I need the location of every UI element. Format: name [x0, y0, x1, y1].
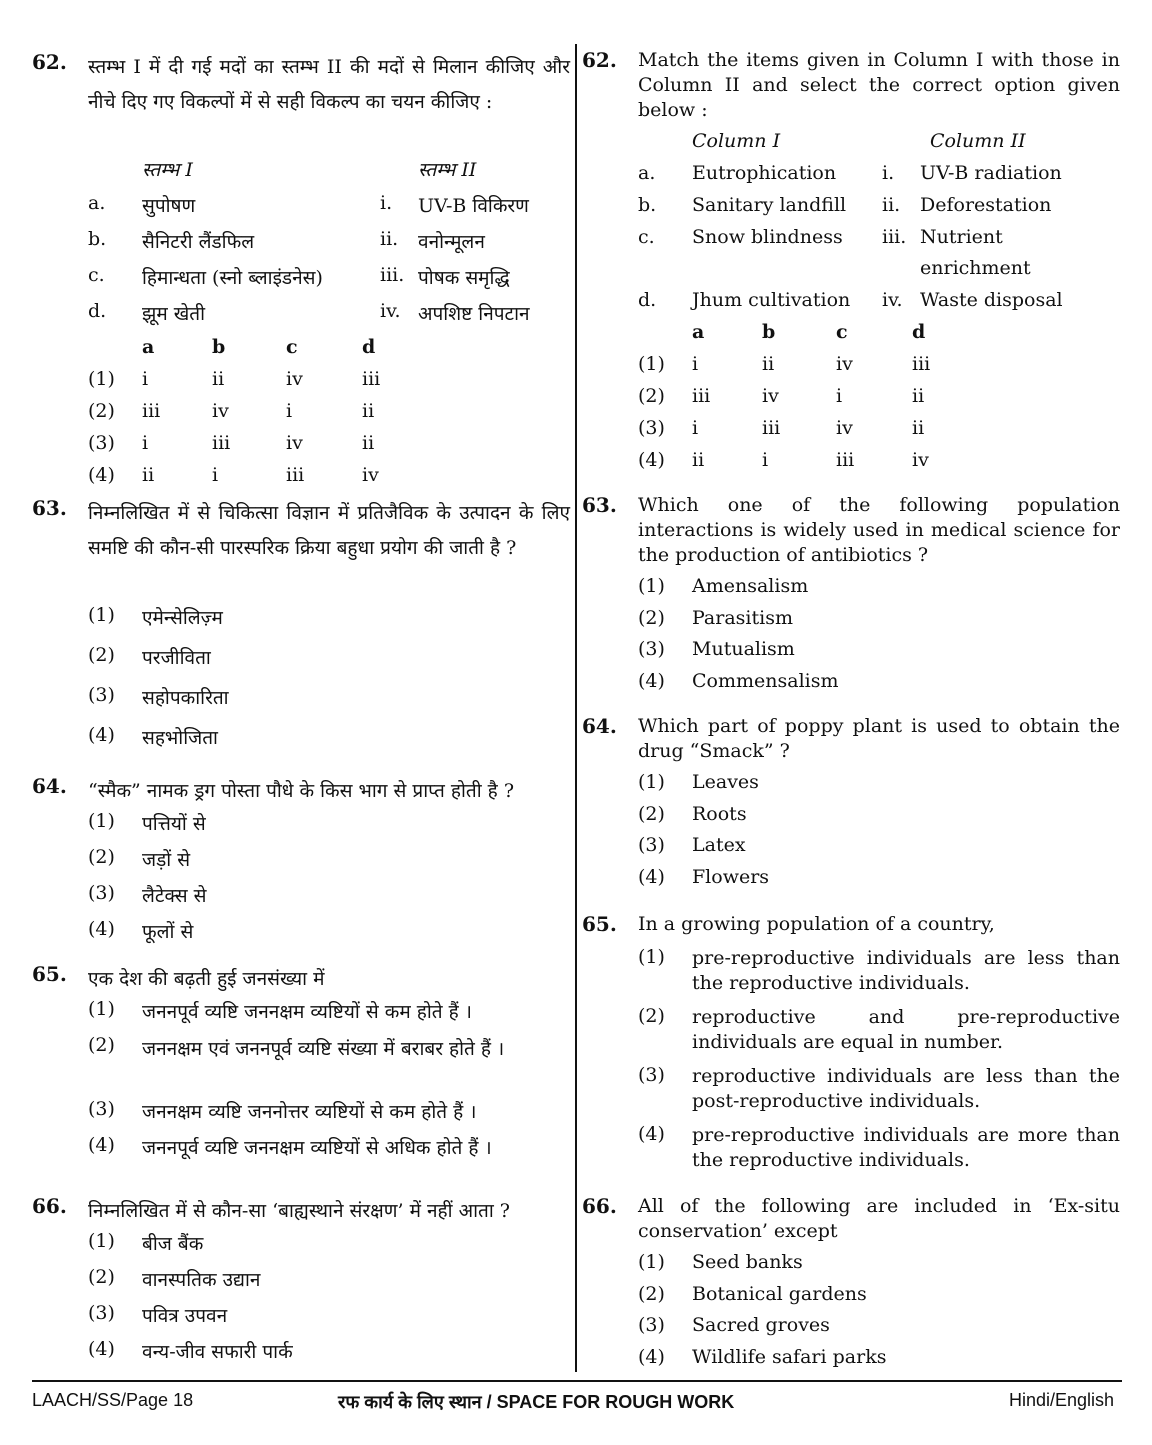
pair-match: वनोन्मूलन [418, 231, 485, 253]
option-value: i [212, 464, 219, 486]
pair-letter: a. [638, 162, 656, 184]
question-stem: “स्मैक” नामक ड्रग पोस्ता पौधे के किस भाग से प्राप्त होती है ? [88, 780, 515, 802]
question-stem: Which part of poppy plant is used to obtain the drug “Smack” ? [638, 715, 1120, 762]
option-number: (4) [88, 1338, 115, 1360]
pair-item: Snow blindness [692, 226, 843, 248]
option-text: Commensalism [692, 670, 839, 692]
option-number: (3) [638, 1064, 665, 1086]
option-number: (4) [638, 866, 665, 888]
option-value: iii [836, 449, 855, 471]
option-value: ii [762, 353, 775, 375]
question-number: 63. [32, 496, 67, 520]
pair-match: पोषक समृद्धि [418, 267, 510, 289]
option-number: (3) [88, 882, 115, 904]
column-2-header: Column II [930, 130, 1026, 152]
option-number: (4) [638, 1123, 665, 1145]
column-1-header: स्तम्भ I [142, 159, 193, 181]
option-number: (2) [88, 1034, 115, 1056]
pair-match: Deforestation [920, 194, 1052, 216]
rough-work-label: रफ कार्य के लिए स्थान / SPACE FOR ROUGH WORK [338, 1392, 735, 1412]
option-value: ii [362, 432, 375, 454]
option-value: i [142, 368, 149, 390]
option-number: (4) [88, 1134, 115, 1156]
option-text: Sacred groves [692, 1314, 830, 1336]
pair-item: Jhum cultivation [692, 289, 851, 311]
option-value: ii [362, 400, 375, 422]
option-number: (2) [88, 1266, 115, 1288]
option-text: बीज बैंक [142, 1233, 204, 1255]
option-number: (2) [638, 1005, 665, 1027]
option-number: (3) [638, 417, 665, 439]
pair-numeral: i. [380, 192, 393, 214]
option-number: (1) [88, 604, 115, 626]
option-text: Seed banks [692, 1251, 803, 1273]
option-value: iii [212, 432, 231, 454]
pair-numeral: ii. [882, 194, 901, 216]
option-value: ii [692, 449, 705, 471]
question-number: 65. [582, 912, 617, 936]
pair-numeral: ii. [380, 228, 399, 250]
key-c: c [286, 336, 298, 358]
key-a: a [142, 336, 155, 358]
pair-match: अपशिष्ट निपटान [418, 303, 530, 325]
question-number: 63. [582, 493, 617, 517]
option-number: (3) [88, 684, 115, 706]
question-number: 62. [32, 50, 67, 74]
option-number: (2) [638, 607, 665, 629]
option-value: iii [912, 353, 931, 375]
option-number: (2) [88, 846, 115, 868]
option-value: iv [362, 464, 379, 486]
pair-item: Eutrophication [692, 162, 837, 184]
option-value: i [692, 353, 699, 375]
key-b: b [212, 336, 226, 358]
pair-match: Waste disposal [920, 289, 1063, 311]
option-value: iv [836, 353, 853, 375]
question-stem: निम्नलिखित में से कौन-सा ‘बाह्यस्थाने संरक्षण’ में नहीं आता ? [88, 1200, 510, 1222]
option-text: लैटेक्स से [142, 885, 207, 907]
key-c: c [836, 321, 848, 343]
option-value: i [762, 449, 769, 471]
option-number: (1) [638, 575, 665, 597]
pair-numeral: iv. [882, 289, 903, 311]
option-number: (1) [88, 998, 115, 1020]
option-value: iii [692, 385, 711, 407]
question-number: 66. [582, 1194, 617, 1218]
option-number: (3) [638, 638, 665, 660]
pair-match: UV-B radiation [920, 162, 1062, 184]
option-value: iv [212, 400, 229, 422]
option-number: (4) [638, 449, 665, 471]
pair-numeral: iii. [882, 226, 907, 248]
option-text: वानस्पतिक उद्यान [142, 1269, 261, 1291]
option-value: ii [142, 464, 155, 486]
option-number: (2) [88, 400, 115, 422]
question-number: 66. [32, 1194, 67, 1218]
option-number: (4) [88, 464, 115, 486]
option-value: iii [762, 417, 781, 439]
footer-rule [32, 1380, 1122, 1382]
key-d: d [912, 321, 926, 343]
option-text: pre-reproductive individuals are more than the reproductive individuals. [692, 1124, 1120, 1171]
option-number: (2) [88, 644, 115, 666]
question-stem: All of the following are included in ‘Ex-situ conservation’ except [638, 1195, 1120, 1242]
option-number: (2) [638, 803, 665, 825]
option-number: (1) [88, 368, 115, 390]
option-value: ii [912, 417, 925, 439]
option-text: जननक्षम एवं जननपूर्व व्यष्टि संख्या में बराबर होते हैं । [142, 1038, 505, 1060]
option-text: pre-reproductive individuals are less than the reproductive individuals. [692, 947, 1120, 994]
key-d: d [362, 336, 376, 358]
pair-match-continued: enrichment [920, 257, 1031, 279]
question-number: 64. [32, 774, 67, 798]
question-number: 65. [32, 962, 67, 986]
language-label: Hindi/English [1009, 1390, 1115, 1410]
option-text: पवित्र उपवन [142, 1305, 228, 1327]
pair-letter: c. [88, 264, 105, 286]
option-number: (2) [638, 385, 665, 407]
key-a: a [692, 321, 705, 343]
option-value: i [692, 417, 699, 439]
pair-letter: b. [638, 194, 657, 216]
option-value: iv [836, 417, 853, 439]
option-number: (1) [88, 810, 115, 832]
column-2-header: स्तम्भ II [418, 159, 477, 181]
option-value: i [836, 385, 843, 407]
pair-letter: b. [88, 228, 107, 250]
option-text: सहोपकारिता [142, 687, 229, 709]
pair-numeral: iii. [380, 264, 405, 286]
option-text: परजीविता [142, 647, 211, 669]
question-stem: Which one of the following population interactions is widely used in medical science for the production of antibiotics ? [638, 494, 1120, 566]
option-text: फूलों से [142, 921, 194, 943]
column-divider [575, 44, 577, 1372]
pair-item: झूम खेती [142, 303, 206, 325]
key-b: b [762, 321, 776, 343]
option-value: iv [286, 432, 303, 454]
option-number: (1) [638, 771, 665, 793]
option-number: (2) [638, 1283, 665, 1305]
option-text: Leaves [692, 771, 759, 793]
question-stem: निम्नलिखित में से चिकित्सा विज्ञान में प्रतिजैविक के उत्पादन के लिए समष्टि की कौन-सी पारस्परिक क्रिया बहुधा प्रयोग की जाती है ? [88, 502, 570, 559]
pair-numeral: i. [882, 162, 895, 184]
option-text: जड़ों से [142, 849, 191, 871]
question-number: 64. [582, 714, 617, 738]
pair-item: सुपोषण [142, 195, 196, 217]
option-number: (1) [638, 1251, 665, 1273]
option-text: Flowers [692, 866, 770, 888]
option-text: Parasitism [692, 607, 793, 629]
pair-numeral: iv. [380, 300, 401, 322]
option-value: iv [286, 368, 303, 390]
pair-letter: d. [88, 300, 107, 322]
option-text: Roots [692, 803, 747, 825]
option-text: वन्य-जीव सफारी पार्क [142, 1341, 293, 1363]
option-text: reproductive individuals are less than the post-reproductive individuals. [692, 1065, 1120, 1112]
option-number: (3) [88, 1098, 115, 1120]
option-text: जननपूर्व व्यष्टि जननक्षम व्यष्टियों से कम होते हैं । [142, 1001, 472, 1023]
option-number: (4) [638, 1346, 665, 1368]
option-number: (3) [638, 834, 665, 856]
question-stem: एक देश की बढ़ती हुई जनसंख्या में [88, 968, 325, 990]
option-number: (1) [638, 946, 665, 968]
option-text: जननपूर्व व्यष्टि जननक्षम व्यष्टियों से अधिक होते हैं । [142, 1137, 492, 1159]
page-code: LAACH/SS/Page 18 [32, 1390, 194, 1410]
option-text: Mutualism [692, 638, 795, 660]
option-text: Latex [692, 834, 746, 856]
question-stem: Match the items given in Column I with those in Column II and select the correct option given below : [638, 49, 1120, 121]
option-number: (3) [638, 1314, 665, 1336]
option-value: i [286, 400, 293, 422]
option-text: जननक्षम व्यष्टि जननोत्तर व्यष्टियों से कम होते हैं । [142, 1101, 477, 1123]
pair-match: Nutrient [920, 226, 1003, 248]
pair-letter: d. [638, 289, 657, 311]
option-number: (4) [88, 918, 115, 940]
option-text: Wildlife safari parks [692, 1346, 887, 1368]
question-stem: In a growing population of a country, [638, 913, 995, 935]
pair-item: सैनिटरी लैंडफिल [142, 231, 255, 253]
option-value: iii [362, 368, 381, 390]
option-number: (3) [88, 432, 115, 454]
option-value: i [142, 432, 149, 454]
pair-letter: c. [638, 226, 655, 248]
option-number: (4) [88, 724, 115, 746]
pair-match: UV-B विकिरण [418, 195, 529, 217]
option-value: iv [762, 385, 779, 407]
option-value: ii [212, 368, 225, 390]
option-value: iii [286, 464, 305, 486]
option-text: पत्तियों से [142, 813, 206, 835]
option-text: Amensalism [692, 575, 809, 597]
option-number: (3) [88, 1302, 115, 1324]
option-text: सहभोजिता [142, 727, 218, 749]
option-number: (4) [638, 670, 665, 692]
option-value: iii [142, 400, 161, 422]
column-1-header: Column I [692, 130, 781, 152]
pair-letter: a. [88, 192, 106, 214]
question-number: 62. [582, 48, 617, 72]
pair-item: हिमान्धता (स्नो ब्लाइंडनेस) [142, 267, 323, 289]
option-number: (1) [638, 353, 665, 375]
option-text: reproductive and pre-reproductive individuals are equal in number. [692, 1006, 1120, 1053]
option-text: Botanical gardens [692, 1283, 867, 1305]
pair-item: Sanitary landfill [692, 194, 847, 216]
option-text: एमेन्सेलिज़्म [142, 607, 223, 629]
question-stem: स्तम्भ I में दी गई मदों का स्तम्भ II की मदों से मिलान कीजिए और नीचे दिए गए विकल्पों में से सही विकल्प का चयन कीजिए : [88, 56, 570, 113]
option-number: (1) [88, 1230, 115, 1252]
option-value: iv [912, 449, 929, 471]
option-value: ii [912, 385, 925, 407]
